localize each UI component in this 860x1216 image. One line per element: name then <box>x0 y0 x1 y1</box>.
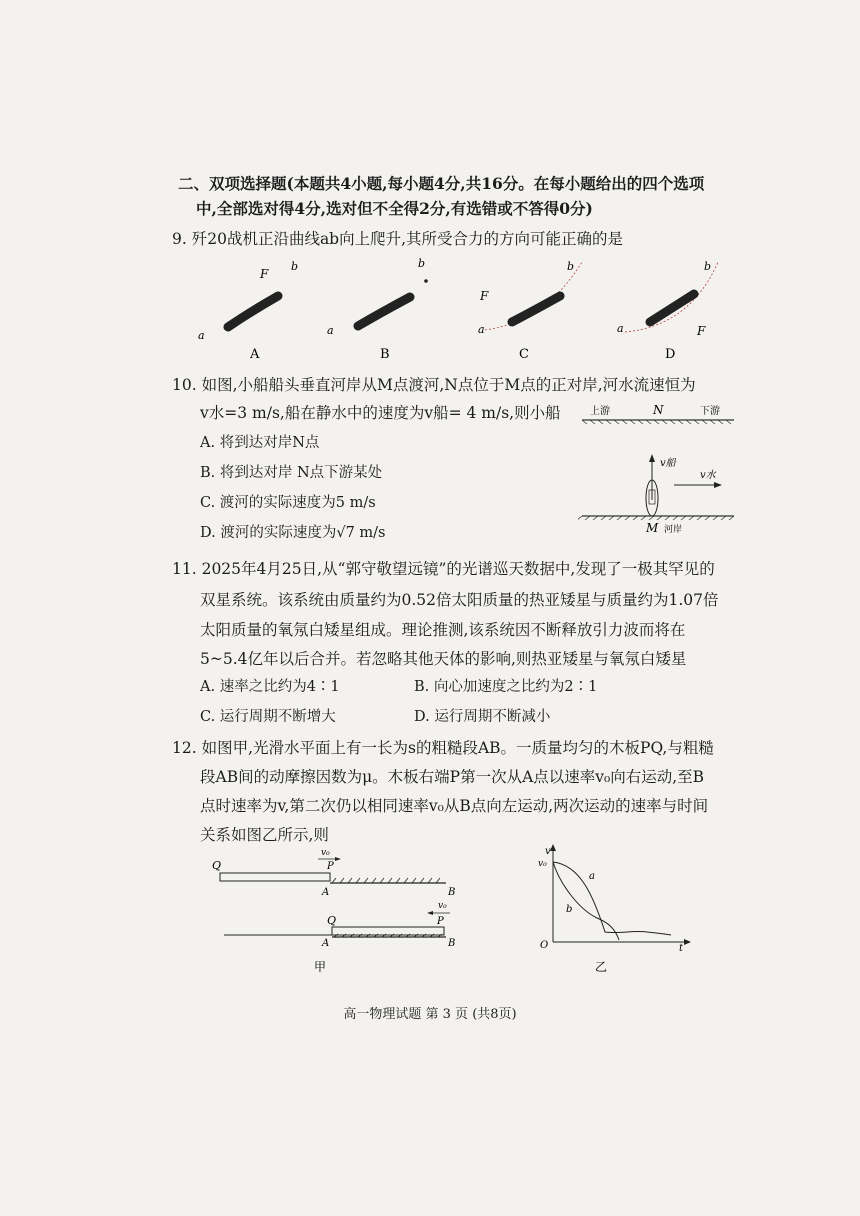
figure-caption-jia: 甲 <box>314 960 327 974</box>
q9-figure-b <box>327 257 428 362</box>
point-a-label: a <box>617 322 624 335</box>
q9-figures <box>0 250 860 380</box>
force-arrow-icon <box>424 279 428 283</box>
curve-b <box>553 862 619 940</box>
q12-stem-line3: 点时速率为v,第二次仍以相同速率v₀从B点向左运动,两次运动的速率与时间 <box>200 797 709 815</box>
q12-stem-line1: 12. 如图甲,光滑水平面上有一长为s的粗糙段AB。一质量均匀的木板PQ,与粗糙 <box>172 739 714 757</box>
q9-stem: 9. 歼20战机正沿曲线ab向上爬升,其所受合力的方向可能正确的是 <box>172 230 624 248</box>
q12-stem-line4: 关系如图乙所示,则 <box>200 826 329 844</box>
v-boat-label: v船 <box>660 458 676 469</box>
arrow-head-icon <box>649 454 655 462</box>
q10-option-b: B. 将到达对岸 N点下游某处 <box>200 465 383 481</box>
q12-stem-line2: 段AB间的动摩擦因数为μ。木板右端P第一次从A点以速率v₀向右运动,至B <box>200 768 705 786</box>
q9-figure-d <box>617 260 718 362</box>
q10-stem-line2: v水=3 m/s,船在静水中的速度为v船= 4 m/s,则小船 <box>200 404 561 422</box>
page-footer: 高一物理试题 第 3 页 (共8页) <box>343 1007 517 1022</box>
q11-option-b: B. 向心加速度之比约为2∶1 <box>414 679 598 695</box>
q-label: Q <box>327 914 337 927</box>
q10-river-figure <box>578 400 748 540</box>
point-a-label: a <box>198 329 205 342</box>
q10-option-d: D. 渡河的实际速度为√7 m/s <box>200 525 386 541</box>
downstream-label: 下游 <box>700 406 720 417</box>
far-bank-hatch <box>582 420 731 424</box>
q11-stem-line2: 双星系统。该系统由质量约为0.52倍太阳质量的热亚矮星与质量约为1.07倍 <box>200 591 719 609</box>
q10-stem-line1: 10. 如图,小船船头垂直河岸从M点渡河,N点位于M点的正对岸,河水流速恒为 <box>172 376 696 394</box>
q9-figure-c <box>478 260 582 362</box>
curve-a <box>553 862 671 935</box>
point-a-label: a <box>327 324 334 337</box>
curve-b-label: b <box>566 904 573 915</box>
q11-stem-line1: 11. 2025年4月25日,从“郭守敬望远镜”的光谱巡天数据中,发现了一极其罕见的 <box>172 560 715 578</box>
force-label: F <box>480 289 489 303</box>
q12-figure-yi <box>535 840 705 975</box>
a-label-1: A <box>322 887 330 898</box>
arrow-head-icon <box>335 857 341 861</box>
option-label-b: B <box>380 347 390 362</box>
q11-stem-line4: 5~5.4亿年以后合并。若忽略其他天体的影响,则热亚矮星与氧氖白矮星 <box>200 650 687 668</box>
origin-label: O <box>540 940 549 951</box>
q11-option-c: C. 运行周期不断增大 <box>200 709 336 725</box>
q10-option-a: A. 将到达对岸N点 <box>200 435 320 451</box>
v-axis-label: v <box>545 846 551 857</box>
point-m-label: M <box>646 521 659 535</box>
upstream-label: 上游 <box>590 406 610 417</box>
option-label-d: D <box>665 347 676 362</box>
v0-label: v₀ <box>321 848 330 858</box>
q11-option-a: A. 速率之比约为4∶1 <box>200 679 340 695</box>
curve-a-label: a <box>589 871 595 882</box>
t-axis-label: t <box>679 943 684 954</box>
section-title-line2: 中,全部选对得4分,选对但不全得2分,有选错或不答得0分) <box>196 199 593 218</box>
point-b-label: b <box>291 260 299 273</box>
a-label-2: A <box>322 938 330 949</box>
v0-label: v₀ <box>438 901 447 911</box>
q11-stem-line3: 太阳质量的氧氖白矮星组成。理论推测,该系统因不断释放引力波而将在 <box>200 621 686 639</box>
figure-caption-yi: 乙 <box>595 960 608 974</box>
point-b-label: b <box>418 257 426 270</box>
section-title-line1: 二、双项选择题(本题共4小题,每小题4分,共16分。在每小题给出的四个选项 <box>178 174 705 193</box>
point-b-label: b <box>704 260 712 273</box>
jet-icon <box>358 297 410 326</box>
v0-label: v₀ <box>538 859 547 869</box>
arrow-head-icon <box>427 911 433 915</box>
point-a-label: a <box>478 323 485 336</box>
q11-option-d: D. 运行周期不断减小 <box>414 709 551 725</box>
p-label: P <box>327 861 334 872</box>
q-label: Q <box>212 859 222 872</box>
option-label-a: A <box>250 347 260 362</box>
board-pq-2 <box>332 927 444 935</box>
point-b-label: b <box>567 260 575 273</box>
force-label: F <box>260 267 269 281</box>
board-pq-1 <box>220 873 330 881</box>
q9-figure-a <box>198 260 298 362</box>
arrow-head-icon <box>684 939 691 945</box>
b-label-2: B <box>448 938 456 949</box>
v-water-label: v水 <box>700 470 716 481</box>
arrow-head-icon <box>550 844 556 851</box>
jet-icon <box>512 296 560 322</box>
option-label-c: C <box>519 347 529 362</box>
q10-option-c: C. 渡河的实际速度为5 m/s <box>200 495 376 511</box>
b-label-1: B <box>448 887 456 898</box>
bank-label: 河岸 <box>664 525 683 535</box>
force-label: F <box>697 324 706 338</box>
p-label: P <box>437 916 444 927</box>
q12-figure-jia <box>210 845 460 975</box>
jet-icon <box>228 296 278 327</box>
point-n-label: N <box>653 403 664 417</box>
arrow-head-icon <box>714 482 722 488</box>
